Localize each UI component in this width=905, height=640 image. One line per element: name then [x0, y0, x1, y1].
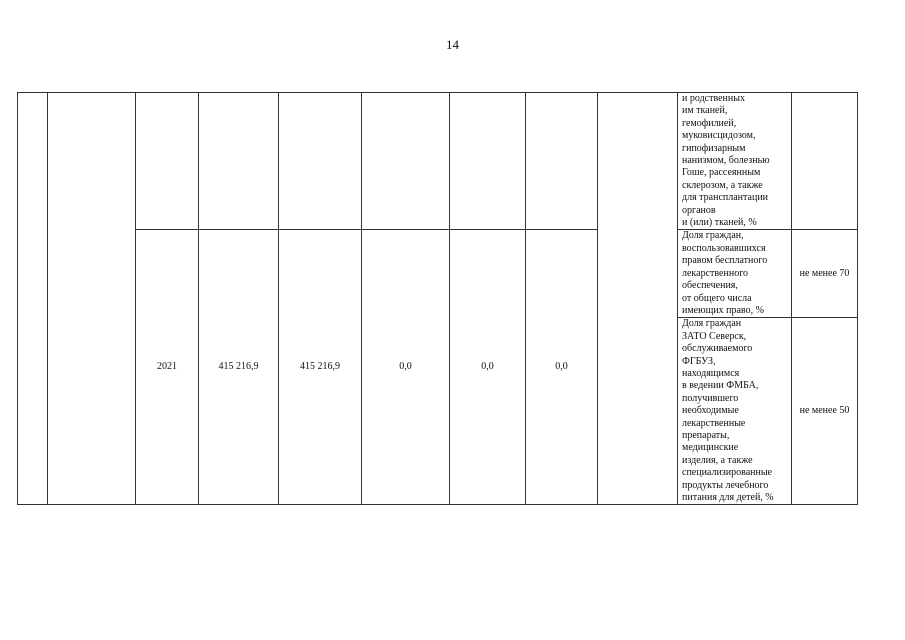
table-cell	[279, 93, 362, 230]
program-table	[17, 92, 858, 505]
indicator-line: воспользовавшихся	[682, 242, 766, 254]
indicator-line: муковисцидозом,	[682, 130, 756, 142]
indicator-target	[792, 93, 858, 230]
indicator-line: Доля граждан,	[682, 230, 744, 242]
indicator-target: не менее 70	[792, 230, 858, 318]
indicator-line: Доля граждан	[682, 318, 742, 330]
indicator-line: продукты лечебного	[682, 479, 769, 491]
indicator-description	[678, 230, 792, 318]
indicator-line: имеющих право, %	[682, 304, 764, 316]
indicator-description	[678, 93, 792, 230]
indicator-line: гипофизарным	[682, 142, 746, 154]
indicator-line: специализированные	[682, 467, 772, 479]
indicator-line: находящимся	[682, 367, 740, 379]
indicator-line: склерозом, а также	[682, 179, 763, 191]
indicator-line: получившего	[682, 392, 739, 404]
indicator-line: лекарственного	[682, 267, 749, 279]
value-cell: 0,0	[362, 230, 450, 505]
value-cell: 0,0	[450, 230, 526, 505]
indicator-line: и (или) тканей, %	[682, 217, 757, 229]
indicator-line: нанизмом, болезнью	[682, 155, 770, 167]
indicator-line: в ведении ФМБА,	[682, 380, 759, 392]
value-cell: 415 216,9	[199, 230, 279, 505]
indicator-line: обеспечения,	[682, 280, 738, 292]
indicator-target: не менее 50	[792, 318, 858, 505]
table-cell	[362, 93, 450, 230]
table-cell	[136, 93, 199, 230]
table-row	[18, 93, 858, 230]
indicator-line: ФГБУЗ,	[682, 355, 716, 367]
indicator-line: для трансплантации	[682, 192, 769, 204]
indicator-line: им тканей,	[682, 105, 728, 117]
indicator-description	[678, 318, 792, 505]
indicator-line: изделия, а также	[682, 454, 753, 466]
indicator-line: лекарственные	[682, 417, 746, 429]
indicator-line: правом бесплатного	[682, 255, 768, 267]
value-cell: 0,0	[526, 230, 598, 505]
indicator-line: Гоше, рассеянным	[682, 167, 761, 179]
indicator-line: органов	[682, 204, 716, 216]
indicator-line: от общего числа	[682, 292, 752, 304]
table-cell	[598, 93, 678, 505]
table-cell	[48, 93, 136, 505]
indicator-line: питания для детей, %	[682, 492, 774, 503]
table-cell	[526, 93, 598, 230]
table-cell	[18, 93, 48, 505]
indicator-line: необходимые	[682, 405, 739, 417]
indicator-line: медицинские	[682, 442, 739, 454]
indicator-line: и родственных	[682, 93, 745, 104]
table-cell	[199, 93, 279, 230]
year-cell: 2021	[136, 230, 199, 505]
indicator-line: препараты,	[682, 429, 730, 441]
indicator-line: ЗАТО Северск,	[682, 330, 747, 342]
table-row	[18, 230, 858, 318]
indicator-line: гемофилией,	[682, 117, 737, 129]
page-number: 14	[446, 37, 459, 52]
value-cell: 415 216,9	[279, 230, 362, 505]
indicator-line: обслуживаемого	[682, 343, 753, 355]
table-cell	[450, 93, 526, 230]
